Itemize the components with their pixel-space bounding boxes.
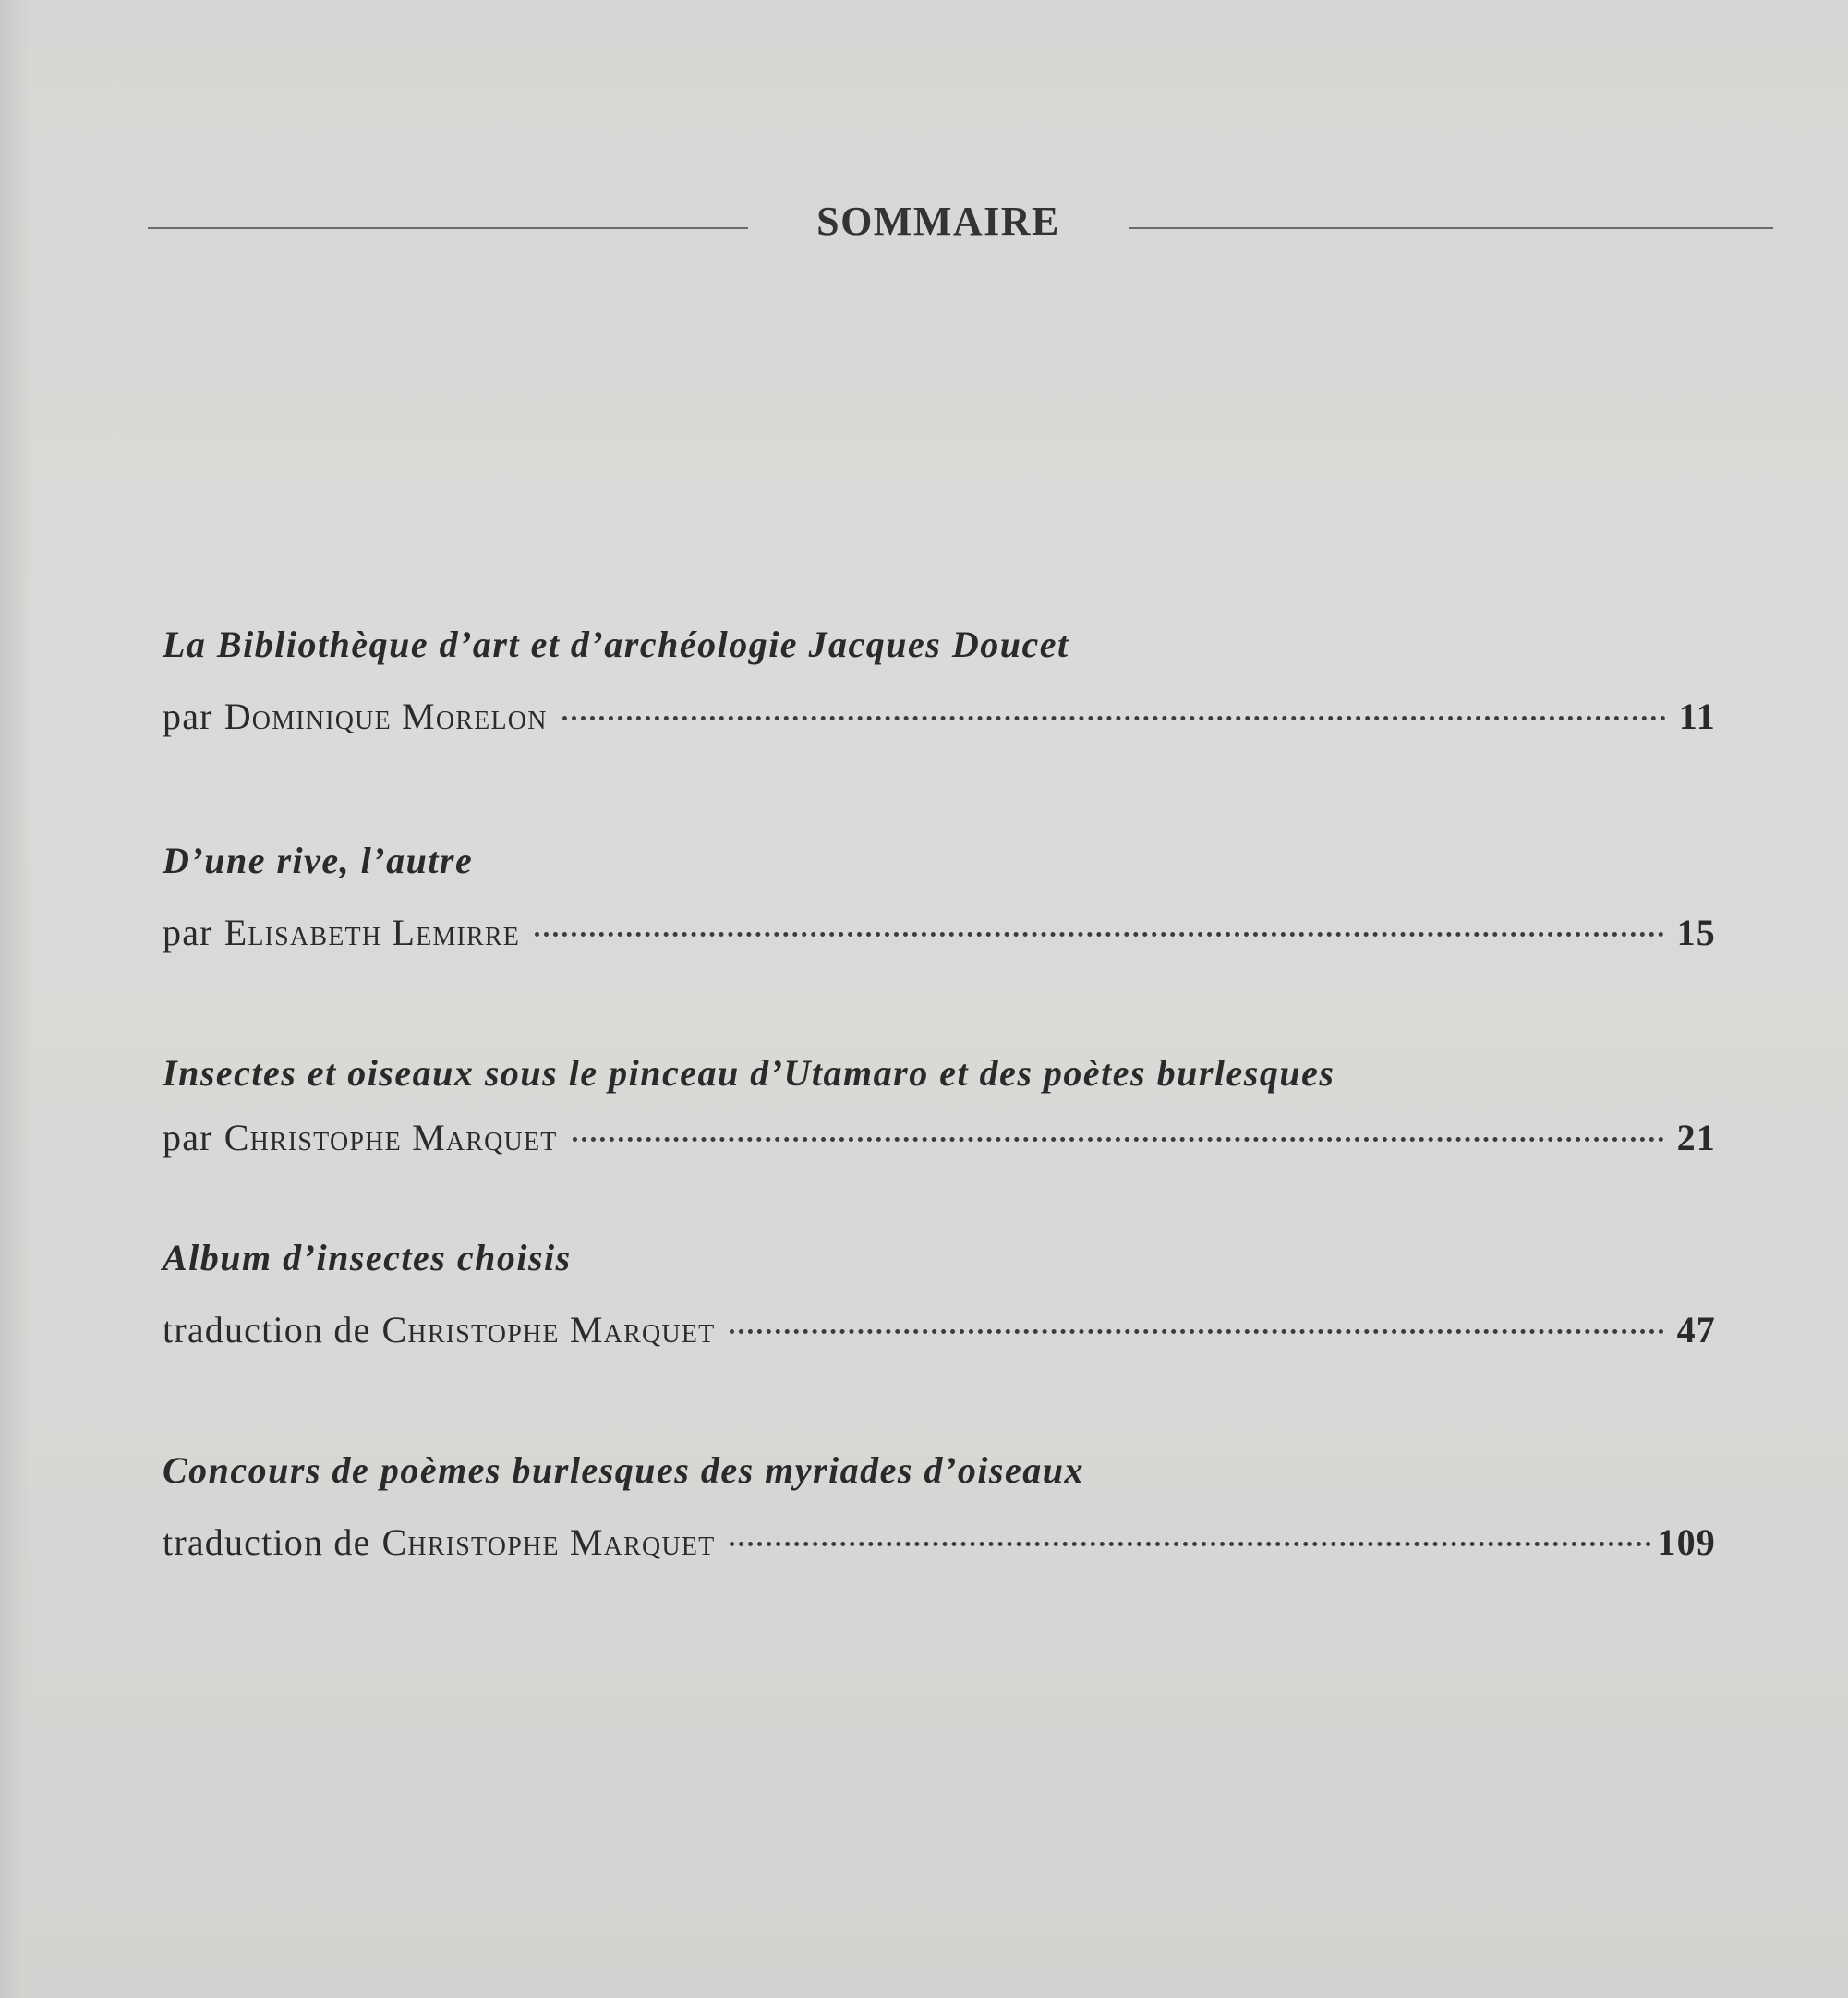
byline-prefix: par xyxy=(163,696,213,737)
header-rule-right xyxy=(1129,227,1773,229)
byline-prefix: traduction de xyxy=(163,1309,371,1350)
author-name: Dominique Morelon xyxy=(223,696,548,737)
byline-prefix: par xyxy=(163,912,213,953)
dot-leader xyxy=(730,1542,1651,1546)
byline-prefix: par xyxy=(163,1117,213,1158)
page-gutter-shadow xyxy=(0,0,31,1998)
contents-title: SOMMAIRE xyxy=(816,199,1060,244)
page-number: 21 xyxy=(1676,1117,1716,1158)
toc-entry xyxy=(163,1049,1716,1162)
page-number: 15 xyxy=(1676,912,1716,953)
entry-title: Concours de poèmes burlesques des myriades d’oiseaux xyxy=(163,1449,1084,1491)
entry-title: D’une rive, l’autre xyxy=(163,840,474,881)
entry-byline xyxy=(163,1114,1716,1162)
entry-byline xyxy=(163,909,1716,957)
toc-entry xyxy=(163,837,1716,957)
page-number: 47 xyxy=(1676,1309,1716,1350)
entry-byline xyxy=(163,1519,1716,1567)
author-name: Christophe Marquet xyxy=(381,1521,716,1563)
entry-title: Insectes et oiseaux sous le pinceau d’Utamaro et des poètes burlesques xyxy=(163,1052,1335,1094)
byline-prefix: traduction de xyxy=(163,1521,371,1563)
entry-byline xyxy=(163,1306,1716,1354)
dot-leader xyxy=(535,932,1664,937)
entry-title: Album d’insectes choisis xyxy=(163,1237,572,1278)
toc-entry xyxy=(163,1234,1716,1354)
entry-byline xyxy=(163,693,1716,741)
author-name: Elisabeth Lemirre xyxy=(223,912,521,953)
author-name: Christophe Marquet xyxy=(223,1117,558,1158)
dot-leader xyxy=(573,1137,1664,1142)
dot-leader xyxy=(562,716,1666,720)
page-number: 109 xyxy=(1657,1521,1716,1563)
header-rule-left xyxy=(148,227,748,229)
author-name: Christophe Marquet xyxy=(381,1309,716,1350)
dot-leader xyxy=(730,1329,1663,1334)
entry-title: La Bibliothèque d’art et d’archéologie Jacques Doucet xyxy=(163,624,1069,665)
contents-header xyxy=(148,198,1773,253)
toc-entry xyxy=(163,621,1716,741)
toc-entry xyxy=(163,1447,1716,1567)
page-number: 11 xyxy=(1678,696,1716,737)
